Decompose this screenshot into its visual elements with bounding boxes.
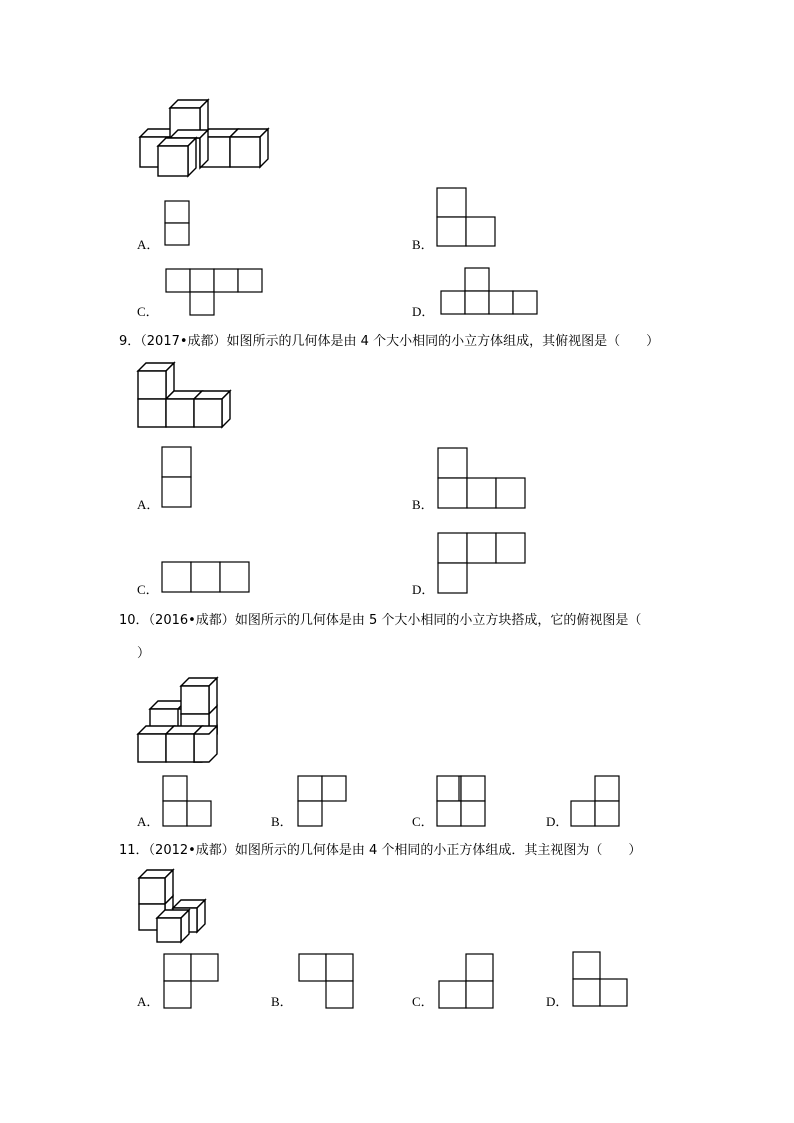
question-9-stem: 如图所示的几何体是由 4 个大小相同的小立方体组成，其俯视图是（ ）: [226, 334, 660, 349]
question-10-number: 10．: [119, 613, 149, 628]
q8-option-d-view[interactable]: [440, 267, 540, 315]
q10-option-b-view[interactable]: [297, 775, 347, 827]
question-10-source: （2016•成都）: [148, 613, 235, 628]
question-9-text: [119, 334, 659, 350]
q9-option-a-label[interactable]: A．: [137, 497, 160, 512]
q10-option-a-label[interactable]: A．: [137, 814, 160, 829]
q10-option-b-label[interactable]: B．: [271, 814, 293, 829]
question-10-stem: 如图所示的几何体是由 5 个大小相同的小立方块搭成，它的俯视图是（: [234, 613, 642, 628]
question-11-number: 11．: [119, 843, 149, 858]
q9-option-b-view[interactable]: [437, 447, 529, 509]
q9-option-c-view[interactable]: [161, 561, 253, 593]
q8-option-a-view[interactable]: [164, 200, 190, 246]
q9-option-c-label[interactable]: C．: [137, 582, 159, 597]
q9-option-d-label[interactable]: D．: [412, 582, 435, 597]
q10-solid-figure: [132, 674, 232, 768]
q11-option-d-label[interactable]: D．: [546, 994, 569, 1009]
q11-option-c-view[interactable]: [438, 953, 496, 1009]
question-11-text: [119, 843, 641, 859]
q8-option-c-label[interactable]: C．: [137, 304, 159, 319]
q9-option-a-view[interactable]: [161, 446, 193, 508]
q8-option-b-label[interactable]: B．: [412, 237, 434, 252]
q8-option-c-view[interactable]: [165, 268, 265, 316]
question-11-stem: 如图所示的几何体是由 4 个相同的小正方体组成．其主视图为（ ）: [234, 843, 642, 858]
q10-option-c-label[interactable]: C．: [412, 814, 434, 829]
q8-option-a-label[interactable]: A．: [137, 237, 160, 252]
q9-solid-figure: [132, 356, 236, 436]
q11-option-a-label[interactable]: A．: [137, 994, 160, 1009]
q9-option-b-label[interactable]: B．: [412, 497, 434, 512]
q11-option-c-label[interactable]: C．: [412, 994, 434, 1009]
q8-option-d-label[interactable]: D．: [412, 304, 435, 319]
q10-option-a-view[interactable]: [162, 775, 212, 827]
q11-solid-figure: [133, 866, 213, 948]
q10-option-c-view[interactable]: [436, 775, 486, 827]
question-10-text: [119, 613, 641, 629]
question-9-source: （2017•成都）: [140, 334, 227, 349]
q10-option-d-view[interactable]: [570, 775, 622, 827]
q9-option-d-view[interactable]: [437, 532, 529, 594]
q11-option-b-label[interactable]: B．: [271, 994, 293, 1009]
question-9-number: 9．: [119, 334, 141, 349]
q10-option-d-label[interactable]: D．: [546, 814, 569, 829]
q11-option-a-view[interactable]: [163, 953, 221, 1009]
question-10-text-continued: ）: [137, 646, 151, 661]
q11-option-b-view[interactable]: [298, 953, 356, 1009]
question-11-source: （2012•成都）: [148, 843, 235, 858]
q8-option-b-view[interactable]: [436, 187, 498, 247]
q11-option-d-view[interactable]: [572, 951, 630, 1008]
q8-solid-figure: [130, 92, 280, 180]
